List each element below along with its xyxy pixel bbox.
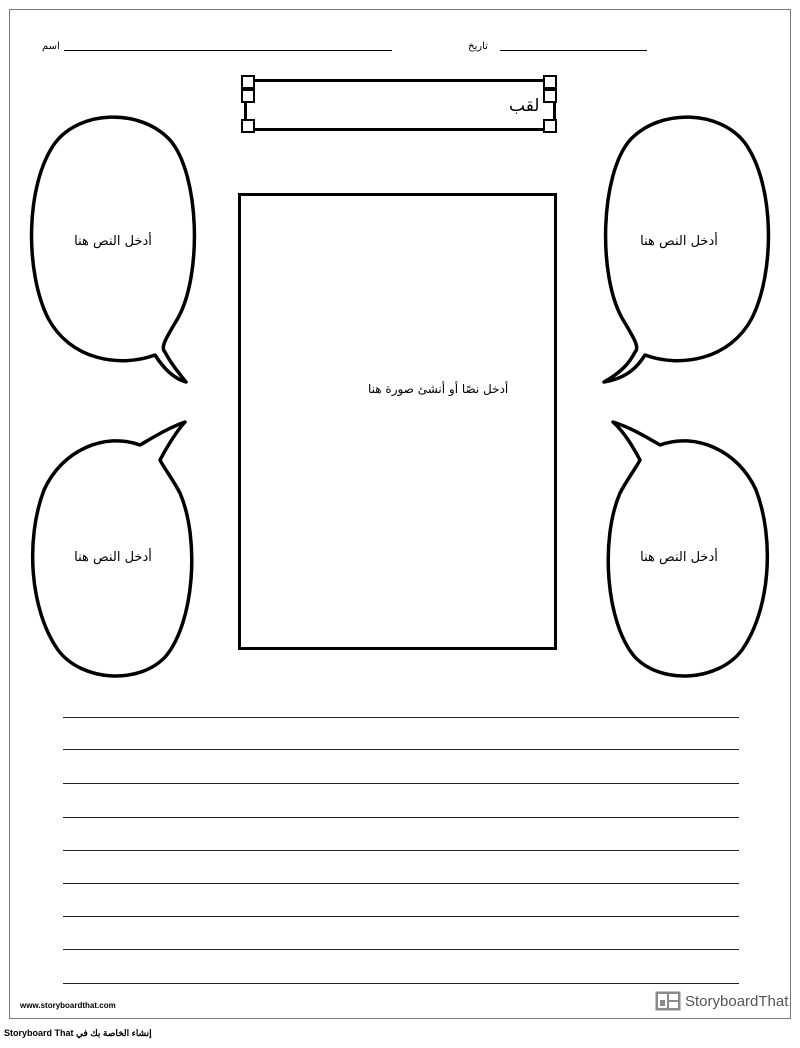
center-panel-prompt: أدخل نصًا أو أنشئ صورة هنا <box>368 382 509 396</box>
speech-bubble-bottom-right <box>608 422 767 676</box>
bubble-text-bottom-left[interactable]: أدخل النص هنا <box>74 550 152 565</box>
storyboardthat-logo-icon <box>655 991 681 1011</box>
writing-line[interactable] <box>63 749 739 750</box>
name-label: اسم <box>42 41 60 52</box>
footer-credit: إنشاء الخاصة بك في Storyboard That <box>4 1028 152 1038</box>
writing-line[interactable] <box>63 783 739 784</box>
bubble-text-top-left[interactable]: أدخل النص هنا <box>74 234 152 249</box>
writing-line[interactable] <box>63 883 739 884</box>
bubble-text-bottom-right[interactable]: أدخل النص هنا <box>640 550 718 565</box>
writing-line[interactable] <box>63 949 739 950</box>
writing-line[interactable] <box>63 717 739 718</box>
bubble-text-top-right[interactable]: أدخل النص هنا <box>640 234 718 249</box>
writing-line[interactable] <box>63 983 739 984</box>
date-label: تاريخ <box>468 41 488 52</box>
speech-bubble-bottom-left <box>33 422 192 676</box>
storyboardthat-brand: StoryboardThat <box>685 993 789 1010</box>
footer-url[interactable]: www.storyboardthat.com <box>20 1001 116 1010</box>
title-text: لقب <box>509 96 540 116</box>
writing-line[interactable] <box>63 817 739 818</box>
writing-line[interactable] <box>63 916 739 917</box>
writing-line[interactable] <box>63 850 739 851</box>
